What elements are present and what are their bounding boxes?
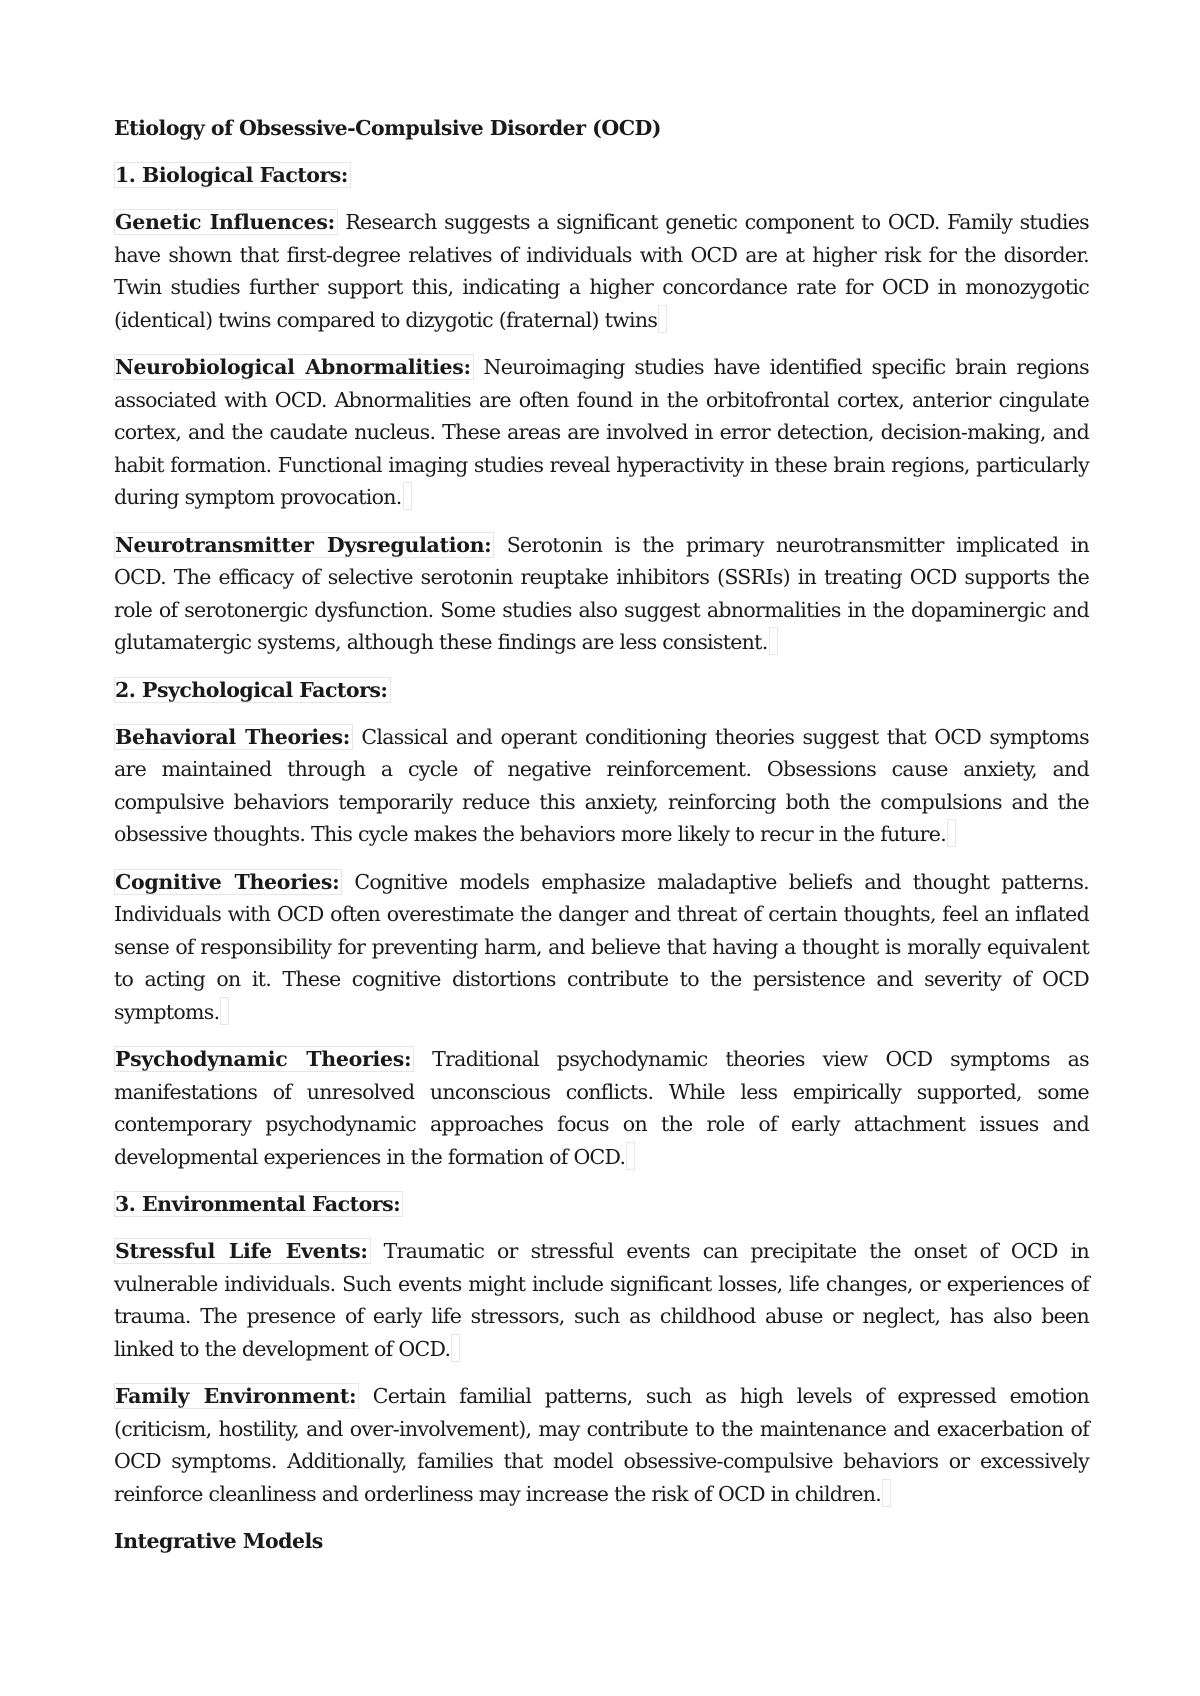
section-heading-environmental: [114, 1188, 1089, 1220]
paragraph-term: Family Environment:: [114, 1383, 359, 1409]
document-title: Etiology of Obsessive-Compulsive Disorder (OCD): [114, 116, 662, 140]
section-heading-psychological: [114, 674, 1089, 706]
paragraph-text: Traditional psychodynamic theories view OCD symptoms as manifestations of unresolved unconscious conflicts. While less empirically supported, some contemporary psychodynamic approaches focus on the role of early attachment issues and developmental experiences in the formation of OCD.: [114, 1047, 1089, 1169]
paragraph-term: Neurotransmitter Dysregulation:: [114, 532, 494, 558]
paragraph-text: Classical and operant conditioning theories suggest that OCD symptoms are maintained through a cycle of negative reinforcement. Obsessions cause anxiety, and compulsive behaviors temporarily reduce this anxiety, reinforcing both the compulsions and the obsessive thoughts. This cycle makes the behaviors more likely to recur in the future.: [114, 724, 1089, 846]
section-heading-text: 1. Biological Factors:: [114, 162, 351, 188]
paragraph-stressful-events: [114, 1235, 1089, 1365]
citation-marker: [882, 1479, 891, 1507]
paragraph-text: Neuroimaging studies have identified specific brain regions associated with OCD. Abnormalities are often found in the orbitofrontal cortex, anterior cingulate cortex, and the caudate nucleus. These areas are involved in error detection, decision-making, and habit formation. Functional imaging studies reveal hyperactivity in these brain regions, particularly during symptom provocation.: [114, 355, 1089, 509]
citation-marker: [403, 482, 412, 510]
paragraph-behavioral: [114, 721, 1089, 851]
paragraph-term: Psychodynamic Theories:: [114, 1046, 414, 1072]
paragraph-neurobiological: [114, 351, 1089, 514]
paragraph-family-environment: [114, 1380, 1089, 1510]
paragraph-term: Stressful Life Events:: [114, 1238, 371, 1264]
section-heading-text: 2. Psychological Factors:: [114, 677, 391, 703]
closing-heading: Integrative Models: [114, 1529, 323, 1553]
citation-marker: [220, 997, 229, 1025]
section-heading-text: 3. Environmental Factors:: [114, 1191, 403, 1217]
document-page: [114, 112, 1089, 1572]
paragraph-psychodynamic: [114, 1043, 1089, 1173]
citation-marker: [769, 627, 778, 655]
paragraph-text: Research suggests a significant genetic component to OCD. Family studies have shown that first-degree relatives of individuals with OCD are at higher risk for the disorder. Twin studies further support this, indicating a higher concordance rate for OCD in monozygotic (identical) twins compared to dizygotic (fraternal) twins: [114, 210, 1089, 332]
paragraph-text: Cognitive models emphasize maladaptive beliefs and thought patterns. Individuals with OCD often overestimate the danger and threat of certain thoughts, feel an inflated sense of responsibility for preventing harm, and believe that having a thought is morally equivalent to acting on it. These cognitive distortions contribute to the persistence and severity of OCD symptoms.: [114, 869, 1089, 1024]
paragraph-text: Certain familial patterns, such as high levels of expressed emotion (criticism, hostility, and over-involvement), may contribute to the maintenance and exacerbation of OCD symptoms. Additionally, families that model obsessive-compulsive behaviors or excessively reinforce cleanliness and orderliness may increase the risk of OCD in children.: [114, 1384, 1089, 1506]
paragraph-term: Genetic Influences:: [114, 209, 338, 235]
citation-marker: [947, 819, 956, 847]
paragraph-term: Cognitive Theories:: [114, 869, 342, 895]
paragraph-text: Serotonin is the primary neurotransmitter implicated in OCD. The efficacy of selective serotonin reuptake inhibitors (SSRIs) in treating OCD supports the role of serotonergic dysfunction. Some studies also suggest abnormalities in the dopaminergic and glutamatergic systems, although these findings are less consistent.: [114, 532, 1089, 654]
paragraph-term: Neurobiological Abnormalities:: [114, 354, 474, 380]
paragraph-term: Behavioral Theories:: [114, 724, 353, 750]
paragraph-text: Traumatic or stressful events can precipitate the onset of OCD in vulnerable individuals. Such events might include significant losses, life changes, or experiences of trauma. The presence of early life stressors, such as childhood abuse or neglect, has also been linked to the development of OCD.: [114, 1239, 1090, 1361]
paragraph-neurotransmitter: [114, 529, 1089, 659]
citation-marker: [626, 1142, 635, 1170]
section-heading-biological: [114, 159, 1089, 191]
citation-marker: [451, 1334, 460, 1362]
citation-marker: [658, 305, 667, 333]
paragraph-cognitive: [114, 866, 1089, 1029]
paragraph-genetic-influences: [114, 206, 1089, 336]
